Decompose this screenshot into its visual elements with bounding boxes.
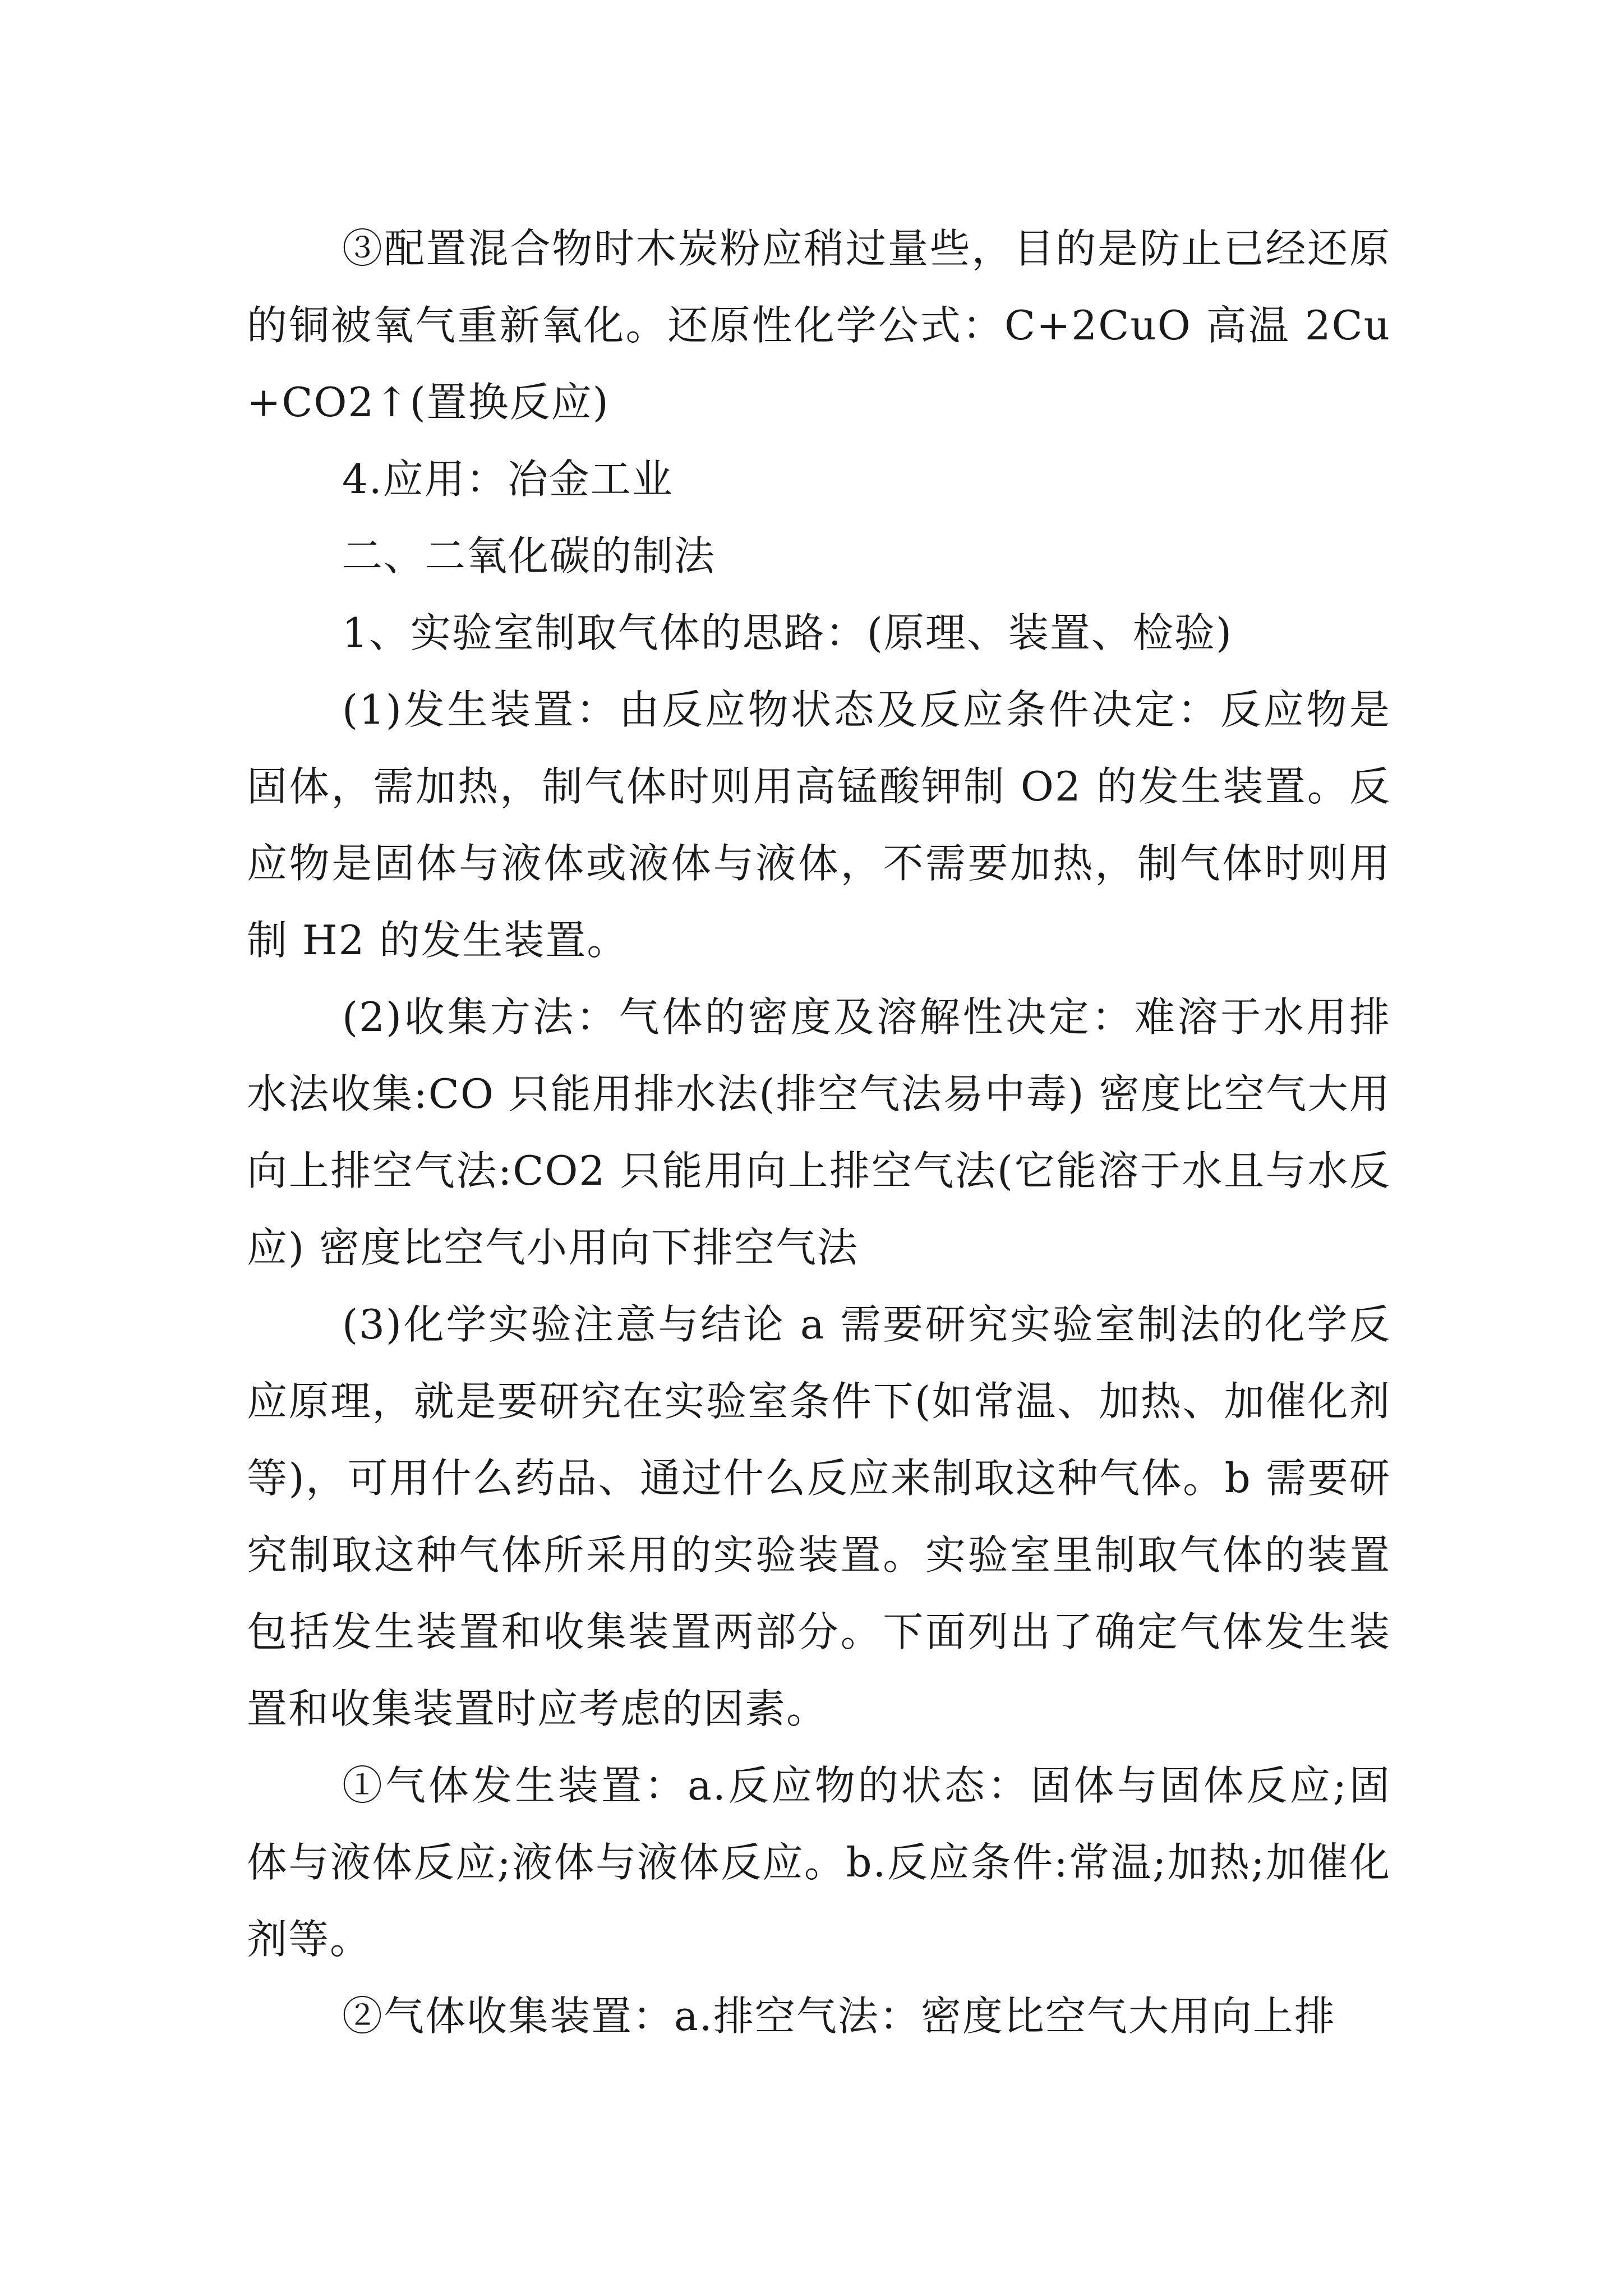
paragraph-experiment-notes: (3)化学实验注意与结论 a 需要研究实验室制法的化学反应原理，就是要研究在实验室条件下(如常温、加热、加催化剂等)，可用什么药品、通过什么反应来制取这种气体。b 需要研究制取这种气体所采用的实验装置。实验室里制取气体的装置包括发生装置和收集装置两部分。下面列出了确定气体发生装置和收集装置时应考虑的因素。 (247, 1301, 1391, 1732)
paragraph-gas-generation-device: ①气体发生装置：a.反应物的状态：固体与固体反应;固体与液体反应;液体与液体反应。b.反应条件:常温;加热;加催化剂等。 (247, 1762, 1391, 1963)
paragraph-lab-approach: 1、实验室制取气体的思路：(原理、装置、检验) (342, 609, 1233, 656)
paragraph-collection-method: (2)收集方法：气体的密度及溶解性决定：难溶于水用排水法收集:CO 只能用排水法(排空气法易中毒) 密度比空气大用向上排空气法:CO2 只能用向上排空气法(它能溶于水且与水反应) 密度比空气小用向下排空气法 (247, 993, 1391, 1271)
paragraph-gas-collection-device: ②气体收集装置：a.排空气法：密度比空气大用向上排 (342, 1993, 1336, 2040)
section-heading-co2-preparation: 二、二氧化碳的制法 (342, 532, 716, 579)
paragraph-reduction-note: ③配置混合物时木炭粉应稍过量些，目的是防止已经还原的铜被氧气重新氧化。还原性化学公式：C+2CuO 高温 2Cu+CO2↑(置换反应) (247, 225, 1391, 426)
paragraph-generation-apparatus: (1)发生装置：由反应物状态及反应条件决定：反应物是固体，需加热，制气体时则用高锰酸钾制 O2 的发生装置。反应物是固体与液体或液体与液体，不需要加热，制气体时则用制 H2 的发生装置。 (247, 686, 1391, 964)
paragraph-application: 4.应用：冶金工业 (342, 455, 674, 503)
document-body (247, 210, 1391, 2055)
